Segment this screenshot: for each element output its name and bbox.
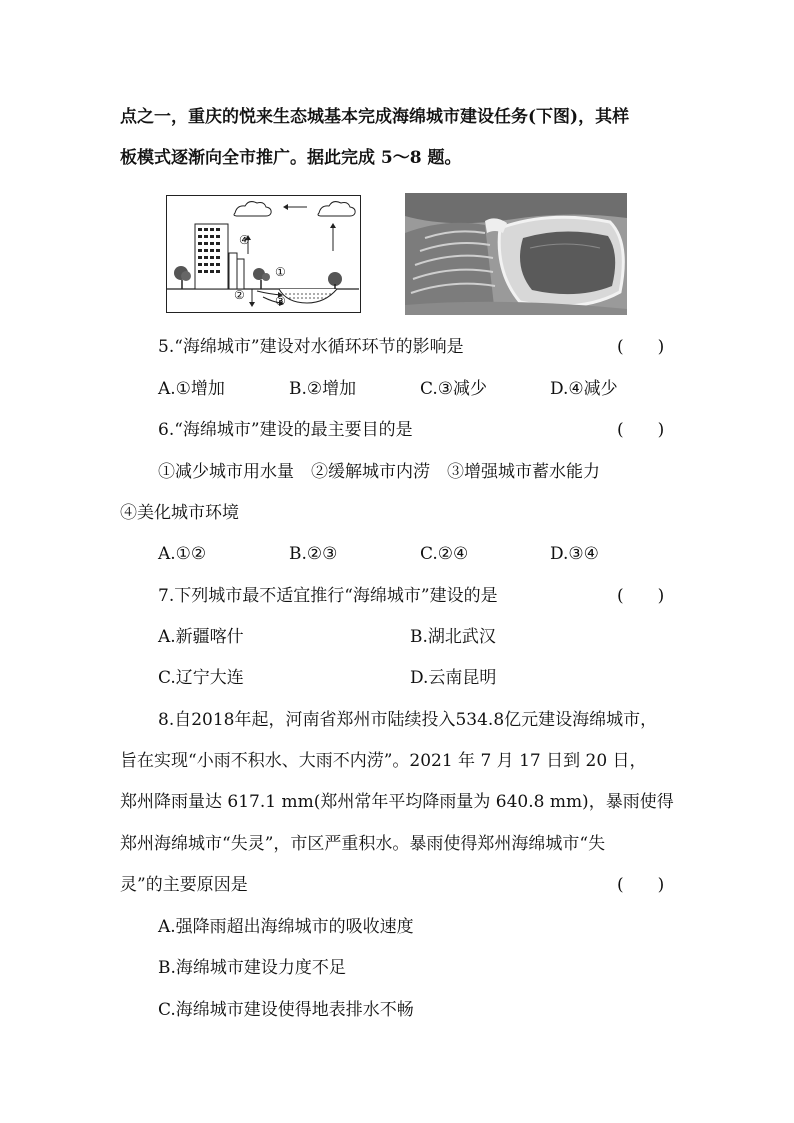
q6-option-a: A.①② — [158, 544, 207, 564]
cloud-left-icon — [234, 202, 271, 216]
q6-items-line-1: ①减少城市用水量 ②缓解城市内涝 ③增强城市蓄水能力 — [158, 462, 600, 482]
q8-answer-paren: ( ) — [617, 875, 665, 895]
q8-line-1: 8.自2018年起，河南省郑州市陆续投入534.8亿元建设海绵城市， — [158, 710, 658, 730]
q7-option-b: B.湖北武汉 — [410, 627, 496, 647]
q7-option-c: C.辽宁大连 — [158, 668, 244, 688]
water-cycle-diagram — [166, 195, 361, 313]
q7-stem: 7.下列城市最不适宜推行“海绵城市”建设的是 — [158, 586, 498, 606]
intro-line-2: 板模式逐渐向全市推广。据此完成 5～8 题。 — [120, 148, 462, 168]
q8-line-3: 郑州降雨量达 617.1 mm(郑州常年平均降雨量为 640.8 mm)，暴雨使得 — [120, 792, 674, 812]
q5-answer-paren: ( ) — [617, 337, 665, 357]
q7-answer-paren: ( ) — [617, 586, 665, 606]
q7-option-d: D.云南昆明 — [410, 668, 497, 688]
q6-option-d: D.③④ — [550, 544, 599, 564]
q8-line-2: 旨在实现“小雨不积水、大雨不内涝”。2021 年 7 月 17 日到 20 日， — [120, 751, 647, 771]
q6-answer-paren: ( ) — [617, 420, 665, 440]
q6-items-line-2: ④美化城市环境 — [120, 503, 239, 523]
lake-shape — [279, 289, 337, 303]
label-2: ② — [234, 288, 245, 302]
q8-option-b: B.海绵城市建设力度不足 — [158, 958, 346, 978]
q8-option-c: C.海绵城市建设使得地表排水不畅 — [158, 1000, 414, 1020]
q5-stem: 5.“海绵城市”建设对水循环环节的影响是 — [158, 337, 464, 357]
cloud-right-icon — [318, 202, 355, 216]
q5-option-c: C.③减少 — [420, 379, 488, 399]
q5-option-b: B.②增加 — [289, 379, 357, 399]
label-3: ③ — [275, 294, 286, 308]
q6-option-b: B.②③ — [289, 544, 338, 564]
sponge-city-photo — [405, 193, 627, 315]
label-1: ① — [275, 265, 286, 279]
intro-line-1: 点之一，重庆的悦来生态城基本完成海绵城市建设任务(下图)，其样 — [120, 107, 630, 127]
q7-option-a: A.新疆喀什 — [158, 627, 244, 647]
q6-stem: 6.“海绵城市”建设的最主要目的是 — [158, 420, 413, 440]
q6-option-c: C.②④ — [420, 544, 469, 564]
q5-option-a: A.①增加 — [158, 379, 225, 399]
q5-option-d: D.④减少 — [550, 379, 618, 399]
label-4: ④ — [239, 233, 250, 247]
q8-line-5: 灵”的主要原因是 — [120, 875, 248, 895]
q8-option-a: A.强降雨超出海绵城市的吸收速度 — [158, 917, 414, 937]
q8-line-4: 郑州海绵城市“失灵”，市区严重积水。暴雨使得郑州海绵城市“失 — [120, 834, 606, 854]
